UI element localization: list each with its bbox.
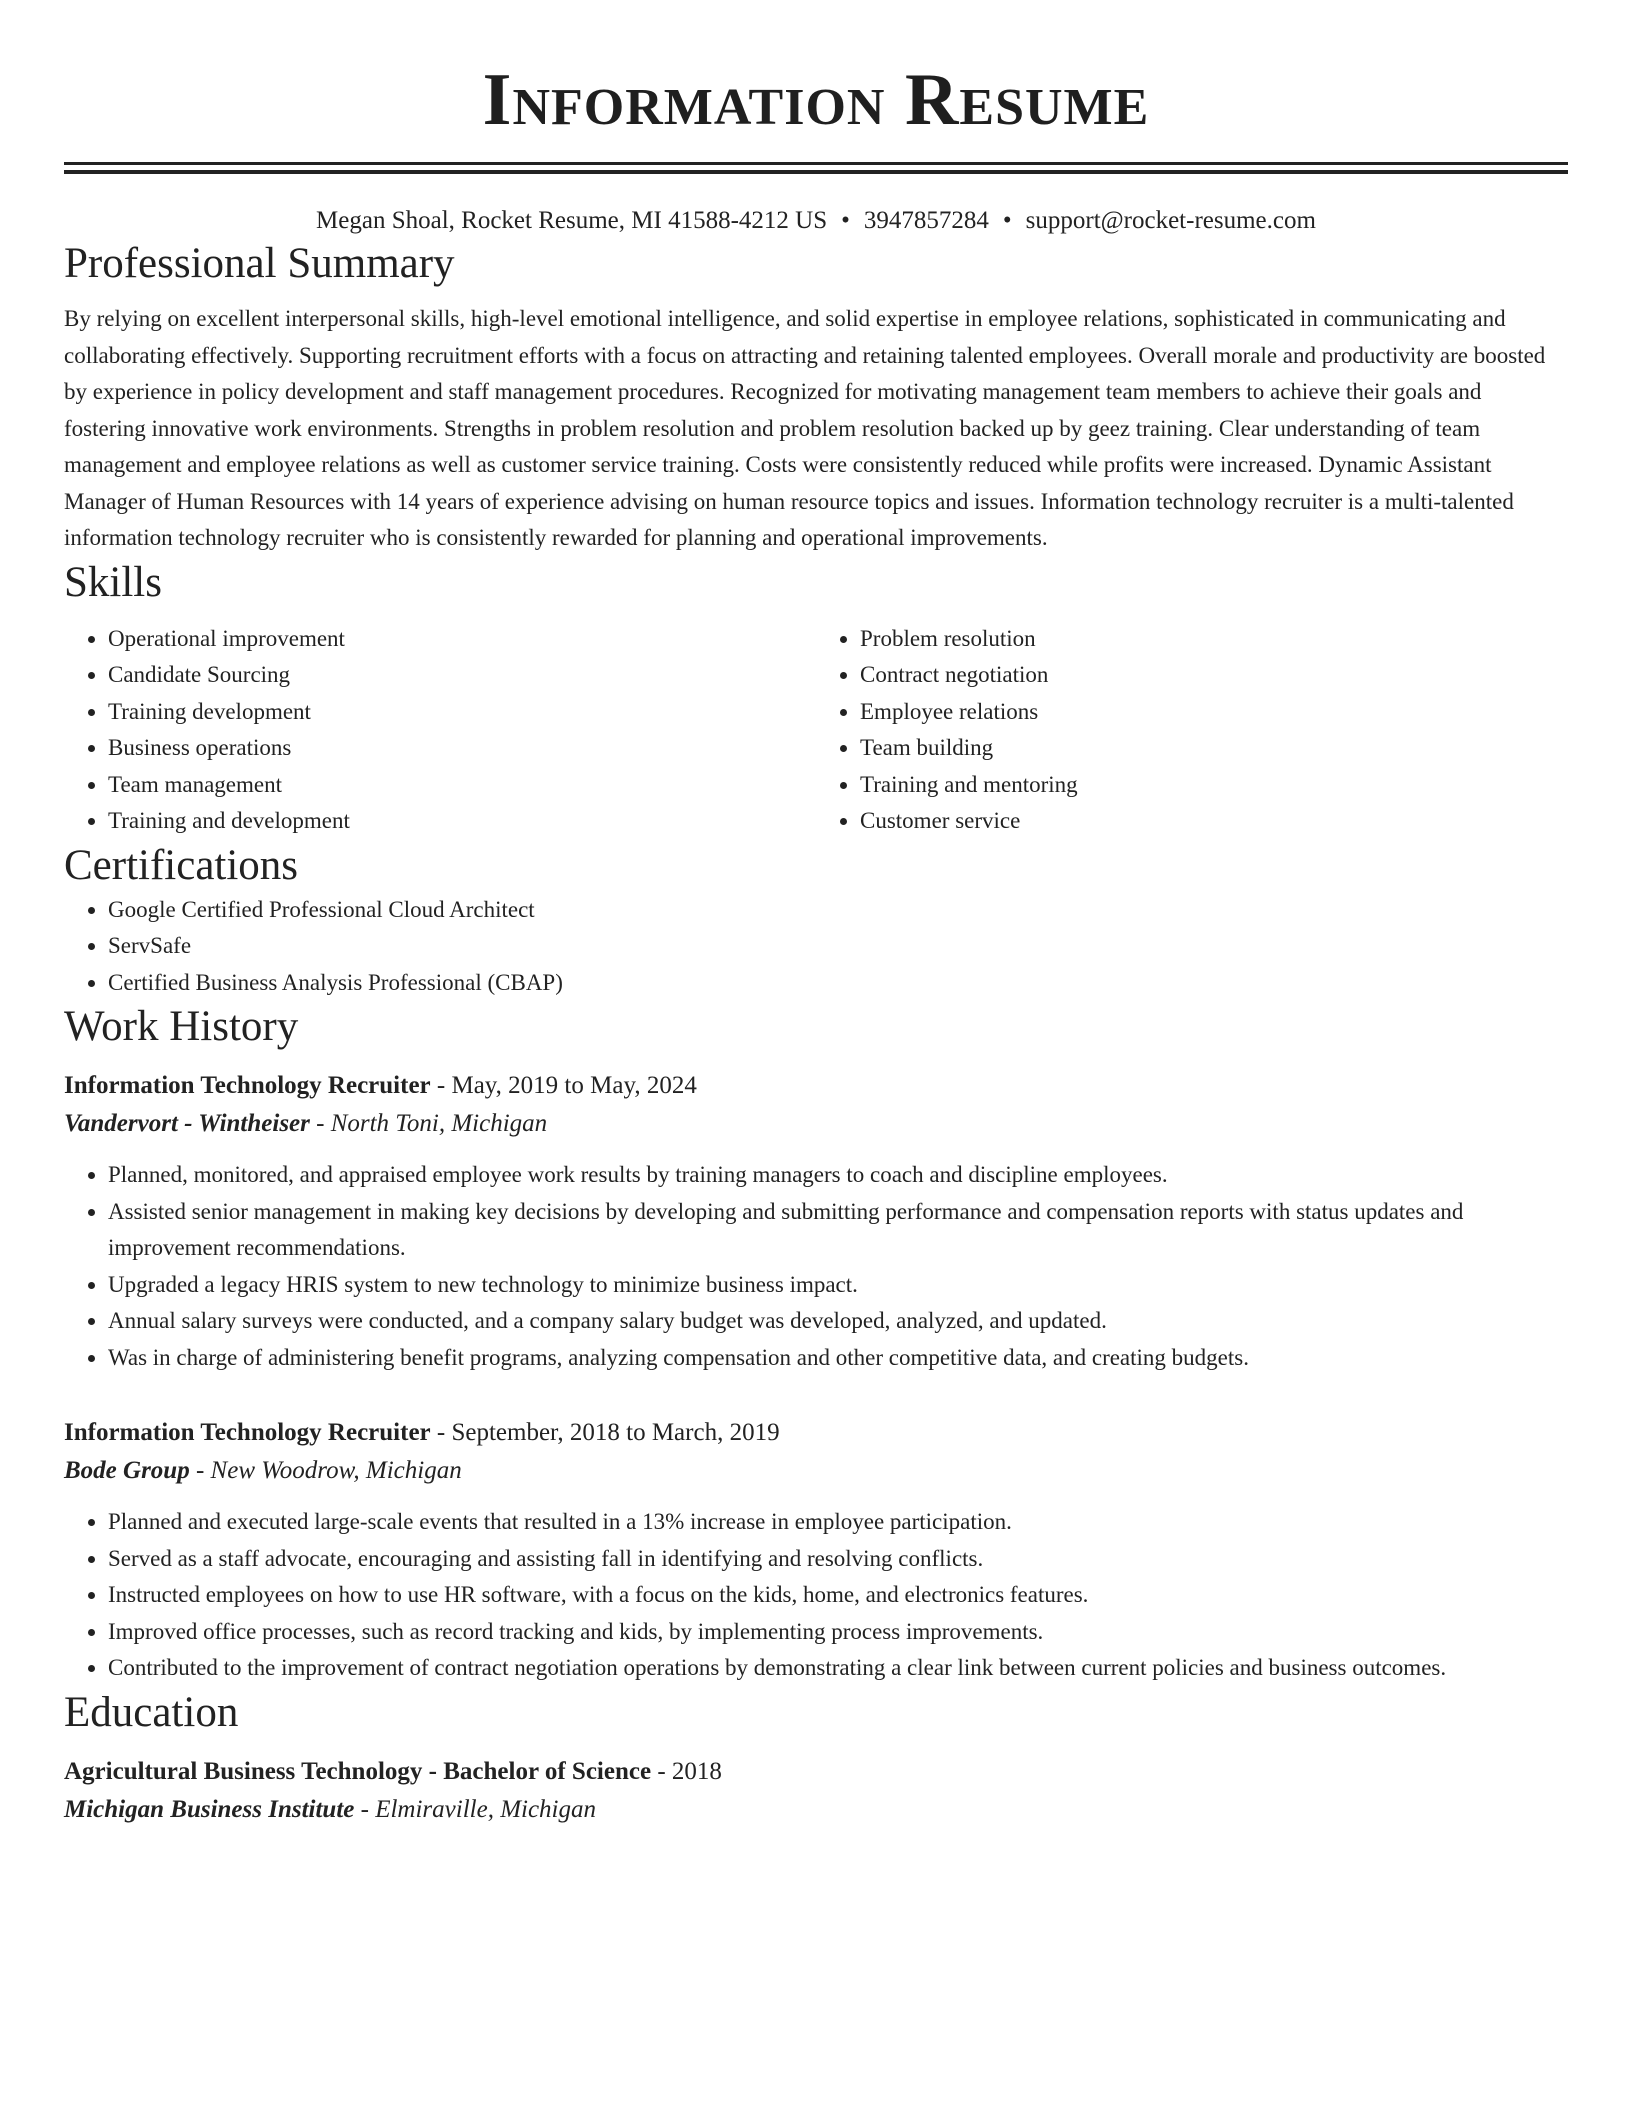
job-dates: - September, 2018 to March, 2019: [430, 1419, 780, 1446]
title-double-rule: [64, 162, 1568, 174]
skill-item: • Team building: [860, 730, 1568, 767]
job-bullet: • Contributed to the improvement of contract negotiation operations by demonstrating a clear link between current policies and business outcomes.: [108, 1650, 1568, 1687]
job-role: Information Technology Recruiter: [64, 1072, 431, 1099]
job-employer-line: [64, 1105, 1568, 1143]
education-heading: Education: [64, 1688, 239, 1736]
job-title-line: [64, 1067, 1568, 1105]
job-bullet: • Served as a staff advocate, encouraging and assisting fall in identifying and resolving conflicts.: [108, 1541, 1568, 1578]
skill-item: • Customer service: [860, 803, 1568, 840]
skills-list-left: [64, 621, 816, 840]
job-entry: [64, 1414, 1568, 1687]
skill-item: • Training and mentoring: [860, 767, 1568, 804]
contact-separator: •: [1002, 207, 1012, 234]
job-dates: - May, 2019 to May, 2024: [430, 1072, 697, 1099]
skill-item: • Problem resolution: [860, 621, 1568, 658]
education-degree: Agricultural Business Technology - Bachelor of Science: [64, 1757, 652, 1785]
job-bullets: [64, 1157, 1568, 1376]
job-location: - New Woodrow, Michigan: [189, 1457, 462, 1484]
education-school-line: [64, 1791, 1568, 1829]
work-history-heading: Work History: [64, 1003, 299, 1050]
job-bullet: • Upgraded a legacy HRIS system to new technology to minimize business impact.: [108, 1267, 1568, 1304]
job-bullet: • Was in charge of administering benefit programs, analyzing compensation and other competitive data, and creating budgets.: [108, 1340, 1568, 1377]
education-year: - 2018: [651, 1757, 722, 1785]
education-entry: [64, 1753, 1568, 1829]
job-bullet: • Improved office processes, such as record tracking and kids, by implementing process improvements.: [108, 1614, 1568, 1651]
skill-item: • Employee relations: [860, 694, 1568, 731]
summary-heading: Professional Summary: [64, 240, 455, 287]
certification-item: • Google Certified Professional Cloud Architect: [108, 892, 1568, 929]
certifications-list: [64, 892, 1568, 1002]
job-bullet: • Instructed employees on how to use HR software, with a focus on the kids, home, and electronics features.: [108, 1577, 1568, 1614]
education-degree-line: [64, 1753, 1568, 1791]
job-location: - North Toni, Michigan: [309, 1110, 548, 1137]
job-bullet: • Planned, monitored, and appraised employee work results by training managers to coach and discipline employees.: [108, 1157, 1568, 1194]
skill-item: • Operational improvement: [108, 621, 816, 658]
skill-item: • Team management: [108, 767, 816, 804]
job-bullet: • Assisted senior management in making key decisions by developing and submitting performance and compensation reports with status updates and improvement recommendations.: [108, 1194, 1568, 1267]
contact-phone: 3947857284: [863, 207, 989, 234]
job-bullet: • Annual salary surveys were conducted, and a company salary budget was developed, analyzed, and updated.: [108, 1303, 1568, 1340]
job-employer-line: [64, 1452, 1568, 1490]
education-location: - Elmiraville, Michigan: [354, 1795, 597, 1823]
summary-text: By relying on excellent interpersonal skills, high-level emotional intelligence, and solid expertise in employee relations, sophisticated in communicating and collaborating effectively. Supporting recruitment efforts with a focus on attracting and retaining talented employees. Overall morale and productivity are boosted by experience in policy development and staff management procedures. Recognized for motivating management team members to achieve their goals and fostering innovative work environments. Strengths in problem resolution and problem resolution backed up by geez training. Clear understanding of team management and employee relations as well as customer service training. Costs were consistently reduced while profits were increased. Dynamic Assistant Manager of Human Resources with 14 years of experience advising on human resource topics and issues. Information technology recruiter is a multi-talented information technology recruiter who is consistently rewarded for planning and operational improvements.: [64, 306, 1546, 550]
certifications-heading: Certifications: [64, 841, 299, 889]
skills-columns: [64, 621, 1568, 840]
skill-item: • Training and development: [108, 803, 816, 840]
certification-item: • ServSafe: [108, 928, 1568, 965]
job-entry: [64, 1067, 1568, 1376]
contact-separator: •: [841, 207, 850, 234]
skill-item: • Candidate Sourcing: [108, 657, 816, 694]
job-bullets: [64, 1504, 1568, 1687]
contact-line: [64, 204, 1568, 238]
skill-item: • Contract negotiation: [860, 657, 1568, 694]
certification-item: • Certified Business Analysis Professional (CBAP): [108, 965, 1568, 1002]
job-employer: Vandervort - Wintheiser: [64, 1110, 310, 1137]
education-school: Michigan Business Institute: [64, 1795, 355, 1823]
page-title: Information Resume: [482, 59, 1150, 141]
contact-address: Megan Shoal, Rocket Resume, MI 41588-4212 US: [316, 207, 828, 234]
job-role: Information Technology Recruiter: [64, 1419, 431, 1446]
job-bullet: • Planned and executed large-scale events that resulted in a 13% increase in employee participation.: [108, 1504, 1568, 1541]
skill-item: • Business operations: [108, 730, 816, 767]
job-title-line: [64, 1414, 1568, 1452]
skill-item: • Training development: [108, 694, 816, 731]
contact-email: support@rocket-resume.com: [1025, 207, 1316, 234]
skills-heading: Skills: [64, 558, 162, 606]
skills-list-right: [816, 621, 1568, 840]
job-employer: Bode Group: [64, 1457, 190, 1484]
